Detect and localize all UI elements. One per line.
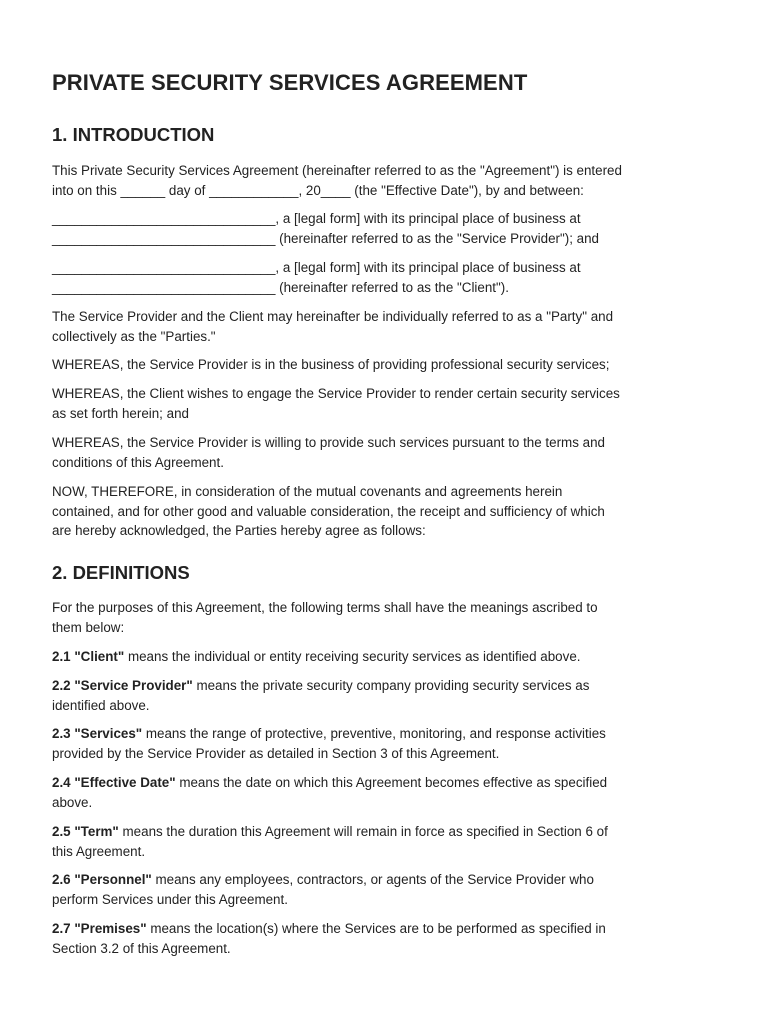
definition-text: means the range of protective, preventive, monitoring, and response activities [142,726,606,741]
text-line [52,724,722,744]
definition-text: means the private security company providing security services as [192,678,590,693]
document-title: PRIVATE SECURITY SERVICES AGREEMENT [52,70,528,95]
text-line: as set forth herein; and [52,405,189,421]
text-line: ______________________________ (hereinafter referred to as the "Client"). [52,279,509,295]
text-line: above. [52,794,93,810]
intro-paragraph [52,161,722,200]
text-line: collectively as the "Parties." [52,328,216,344]
text-line: ______________________________ (hereinafter referred to as the "Service Provider"); and [52,230,600,246]
definition-services [52,724,722,763]
text-line [52,773,722,793]
service-provider-party-paragraph [52,209,722,248]
section-heading-definitions: 2. DEFINITIONS [52,562,190,583]
client-party-paragraph [52,258,722,297]
definition-term: 2.5 "Term" [52,824,119,839]
definition-text: means the date on which this Agreement becomes effective as specified [175,775,608,790]
whereas-paragraph-3 [52,433,722,472]
text-line: For the purposes of this Agreement, the following terms shall have the meanings ascribed to [52,600,598,615]
definition-term-duration [52,822,722,861]
definition-effective-date [52,773,722,812]
definition-text: means the location(s) where the Services are to be performed as specified in [146,921,606,936]
text-line: The Service Provider and the Client may hereinafter be individually referred to as a "Party" and [52,309,614,324]
definition-text: means the individual or entity receiving security services as identified above. [124,649,581,664]
definition-client [52,647,722,667]
text-line [52,822,722,842]
definition-text: means the duration this Agreement will remain in force as specified in Section 6 of [118,824,608,839]
text-line: conditions of this Agreement. [52,454,224,470]
text-line [52,919,722,939]
definition-term: 2.7 "Premises" [52,921,147,936]
definition-premises [52,919,722,958]
text-line [52,870,722,890]
text-line: provided by the Service Provider as detailed in Section 3 of this Agreement. [52,745,500,761]
now-therefore-paragraph [52,482,722,541]
text-line: into on this ______ day of ____________, 20____ (the "Effective Date"), by and between: [52,182,584,198]
text-line: ______________________________, a [legal form] with its principal place of business at [52,260,581,275]
text-line [52,676,722,696]
definition-term: 2.3 "Services" [52,726,143,741]
definition-term: 2.6 "Personnel" [52,872,152,887]
text-line: perform Services under this Agreement. [52,891,288,907]
text-line [52,647,722,667]
text-line: WHEREAS, the Client wishes to engage the Service Provider to render certain security services [52,386,620,401]
definitions-lead-paragraph [52,598,722,637]
text-line: are hereby acknowledged, the Parties hereby agree as follows: [52,523,426,538]
definition-text: means any employees, contractors, or agents of the Service Provider who [151,872,594,887]
text-line: Section 3.2 of this Agreement. [52,940,231,956]
text-line: them below: [52,619,125,635]
text-line: contained, and for other good and valuable consideration, the receipt and sufficiency of which [52,503,605,519]
text-line: NOW, THEREFORE, in consideration of the mutual covenants and agreements herein [52,484,563,499]
text-line: This Private Security Services Agreement (hereinafter referred to as the "Agreement") is entered [52,163,622,178]
text-line: WHEREAS, the Service Provider is willing to provide such services pursuant to the terms and [52,435,605,450]
definition-personnel [52,870,722,909]
whereas-paragraph-1 [52,355,722,375]
definition-term: 2.2 "Service Provider" [52,678,193,693]
definition-term: 2.4 "Effective Date" [52,775,176,790]
section-heading-introduction: 1. INTRODUCTION [52,124,215,145]
definition-service-provider [52,676,722,715]
parties-paragraph [52,307,722,346]
definition-term: 2.1 "Client" [52,649,125,664]
whereas-paragraph-2 [52,384,722,423]
text-line: ______________________________, a [legal form] with its principal place of business at [52,211,581,226]
text-line: this Agreement. [52,843,146,859]
text-line: identified above. [52,697,150,713]
text-line: WHEREAS, the Service Provider is in the business of providing professional security services; [52,357,610,372]
